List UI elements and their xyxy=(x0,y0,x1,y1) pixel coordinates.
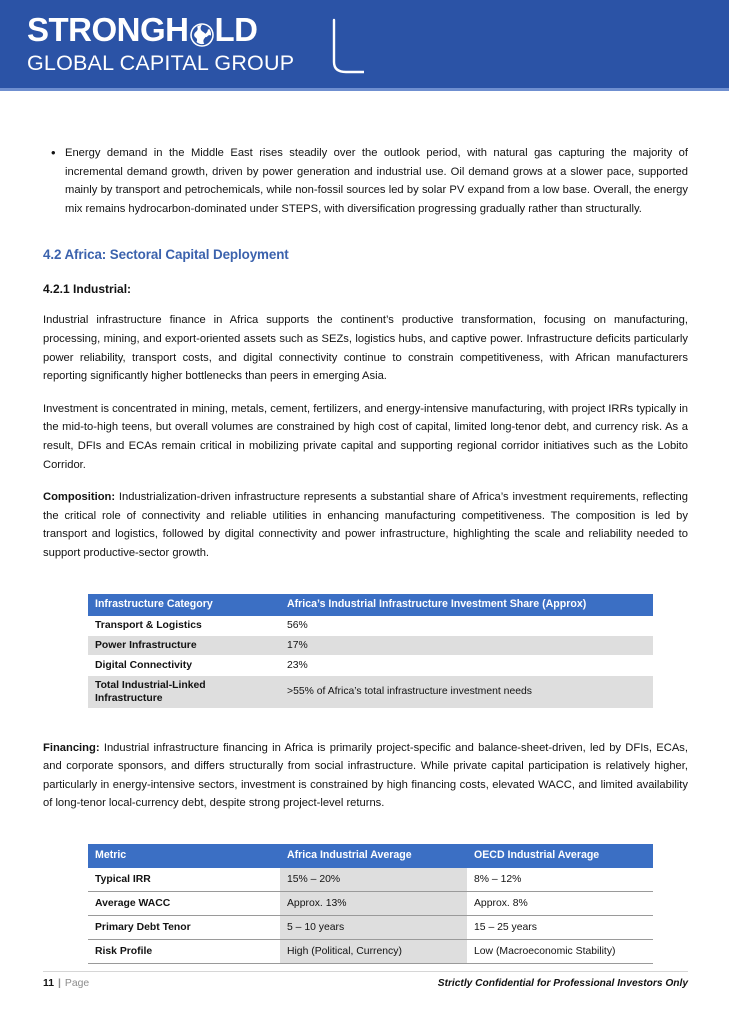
cell-category: Total Industrial-Linked Infrastructure xyxy=(88,675,280,708)
company-logo xyxy=(27,12,357,78)
composition-text: Industrialization-driven infrastructure represents a substantial share of Africa’s investment requirements, reflecting the critical role of connectivity and reliable utilities in enhancing manufacturing competitiveness. The composition is led by transport and logistics, followed by digital connectivity and power infrastructure, highlighting the scale and reliability needed to support productive-sector growth. xyxy=(43,491,688,559)
table-row xyxy=(88,939,653,963)
column-header-africa-average: Africa Industrial Average xyxy=(280,844,467,868)
sub-heading-4-2-1: 4.2.1 Industrial: xyxy=(43,282,132,297)
page-footer xyxy=(43,971,688,989)
logo-primary-text xyxy=(27,12,357,48)
logo-primary-post: LD xyxy=(214,11,258,48)
table-row xyxy=(88,675,653,708)
cell-africa-value: High (Political, Currency) xyxy=(280,939,467,963)
composition-label: Composition: xyxy=(43,491,116,504)
confidentiality-notice: Strictly Confidential for Professional Investors Only xyxy=(437,978,688,989)
financing-label: Financing: xyxy=(43,741,100,754)
table-row xyxy=(88,891,653,915)
bullet-list xyxy=(43,144,688,218)
cell-oecd-value: Low (Macroeconomic Stability) xyxy=(467,939,653,963)
globe-icon xyxy=(189,19,215,45)
logo-bracket-icon xyxy=(324,18,364,82)
cell-share: 23% xyxy=(280,655,653,675)
page-number xyxy=(43,978,89,989)
footer-divider xyxy=(43,971,688,972)
table-header-row xyxy=(88,594,653,616)
cell-metric: Typical IRR xyxy=(88,868,280,892)
column-header-share: Africa’s Industrial Infrastructure Investment Share (Approx) xyxy=(280,594,653,616)
column-header-category: Infrastructure Category xyxy=(88,594,280,616)
cell-africa-value: Approx. 13% xyxy=(280,891,467,915)
financing-text: Industrial infrastructure financing in Africa is primarily project-specific and balance-sheet-driven, led by DFIs, ECAs, and corporate sponsors, and differs structurally from social infrastructure. While private capital participation is relatively higher, particularly in energy-intensive sectors, investment is constrained by high financing costs, elevated WACC, and limited availability of long-tenor local-currency debt, despite strong project-level returns. xyxy=(43,741,688,810)
table-header-row xyxy=(88,844,653,868)
cell-share: 56% xyxy=(280,616,653,636)
paragraph-investment-concentration: Investment is concentrated in mining, metals, cement, fertilizers, and energy-intensive manufacturing, with project IRRs typically in the mid-to-high teens, but overall volumes are constrained by high cost of capital, limited long-tenor debt, and currency risk. As a result, DFIs and ECAs remain critical in mobilizing private capital and supporting regional corridor initiatives such as the Lobito Corridor. xyxy=(43,402,688,471)
paragraph-composition xyxy=(43,488,688,562)
metric-comparison-table-wrapper xyxy=(88,844,653,964)
cell-share: >55% of Africa’s total infrastructure investment needs xyxy=(280,675,653,708)
paragraph-industrial-overview: Industrial infrastructure finance in Africa supports the continent’s productive transformation, focusing on manufacturing, processing, mining, and export-oriented assets such as SEZs, logistics hubs, and captive power. Infrastructure deficits particularly power reliability, transport costs, and digital connectivity continue to constrain competitiveness, with African manufacturers reporting significantly higher bottlenecks than peers in emerging Asia. xyxy=(43,314,688,383)
page-number-separator: | xyxy=(57,978,61,989)
logo-secondary-text: GLOBAL CAPITAL GROUP xyxy=(27,51,295,75)
cell-category: Transport & Logistics xyxy=(88,616,280,636)
page-number-word: Page xyxy=(64,978,90,989)
cell-category: Digital Connectivity xyxy=(88,655,280,675)
table-row xyxy=(88,655,653,675)
cell-oecd-value: Approx. 8% xyxy=(467,891,653,915)
cell-africa-value: 15% – 20% xyxy=(280,868,467,892)
metric-comparison-table xyxy=(88,844,653,964)
page-content xyxy=(0,91,729,964)
cell-share: 17% xyxy=(280,635,653,655)
column-header-metric: Metric xyxy=(88,844,280,868)
paragraph-financing xyxy=(43,739,688,813)
cell-oecd-value: 15 – 25 years xyxy=(467,915,653,939)
section-heading-4-2: 4.2 Africa: Sectoral Capital Deployment xyxy=(43,247,289,263)
cell-metric: Primary Debt Tenor xyxy=(88,915,280,939)
column-header-oecd-average: OECD Industrial Average xyxy=(467,844,653,868)
cell-oecd-value: 8% – 12% xyxy=(467,868,653,892)
page-number-value: 11 xyxy=(43,978,54,989)
cell-africa-value: 5 – 10 years xyxy=(280,915,467,939)
cell-metric: Average WACC xyxy=(88,891,280,915)
logo-primary-pre: STRONGH xyxy=(27,11,189,48)
table-row xyxy=(88,915,653,939)
table-row xyxy=(88,868,653,892)
cell-category: Power Infrastructure xyxy=(88,635,280,655)
infrastructure-share-table-wrapper xyxy=(88,594,653,709)
infrastructure-share-table xyxy=(88,594,653,709)
list-item: • Energy demand in the Middle East rises steadily over the outlook period, with natural gas capturing the majority of incremental demand growth, driven by power generation and industrial use. Oil demand grows at a slower pace, supported mainly by transport and petrochemicals, while non-fossil sources led by solar PV expand from a low base. Overall, the energy mix remains hydrocarbon-dominated under STEPS, with diversification progressing gradually rather than structurally. xyxy=(65,144,688,218)
table-row xyxy=(88,616,653,636)
cell-metric: Risk Profile xyxy=(88,939,280,963)
table-row xyxy=(88,635,653,655)
